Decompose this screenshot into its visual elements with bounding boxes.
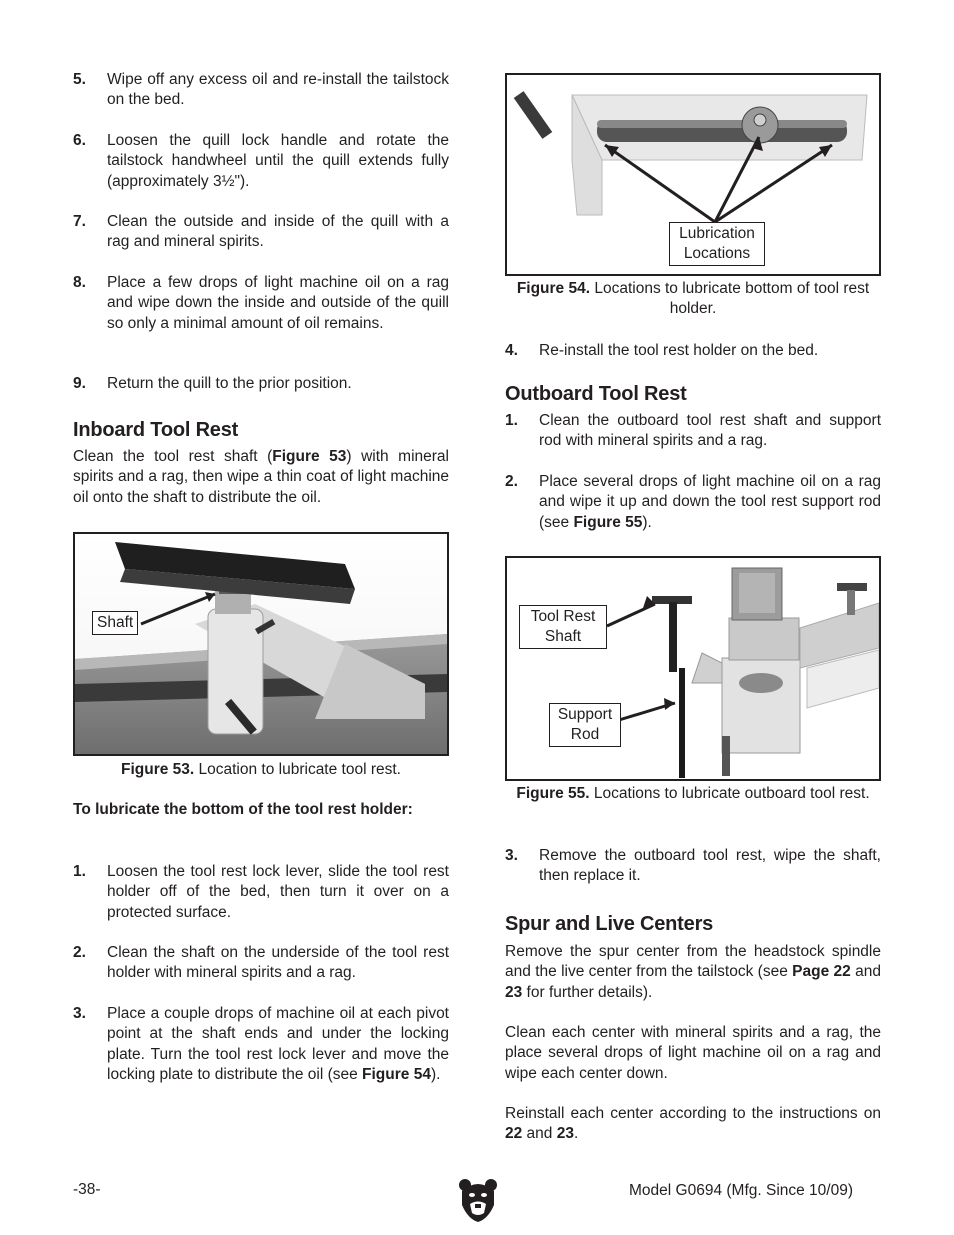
figure-53: [73, 532, 449, 756]
paragraph: Remove the spur center from the headstock spindle and the live center from the tailstock (see Page 22 and 23 for further details).: [505, 943, 881, 1001]
lubrication-locations-label: Lubrication Locations: [669, 222, 765, 266]
tool-rest-shaft-label: Tool Rest Shaft: [519, 605, 607, 649]
figure-55-caption: Figure 55. Locations to lubricate outboard tool rest.: [516, 785, 870, 802]
list-item: 3. Remove the outboard tool rest, wipe the shaft, then replace it.: [505, 847, 881, 885]
section-heading: Outboard Tool Rest: [505, 383, 687, 405]
procedure-heading: To lubricate the bottom of the tool rest holder:: [73, 801, 413, 818]
list-item: 1. Clean the outboard tool rest shaft and support rod with mineral spirits and a rag.: [505, 412, 881, 450]
list-item: 9. Return the quill to the prior position.: [73, 375, 352, 392]
list-item: 6. Loosen the quill lock handle and rotate the tailstock handwheel until the quill extends fully (approximately 3½").: [73, 132, 449, 190]
model-info: Model G0694 (Mfg. Since 10/09): [629, 1182, 854, 1199]
page-number: -38-: [73, 1181, 101, 1198]
section-heading: Spur and Live Centers: [505, 913, 714, 935]
figure-54: [505, 73, 881, 276]
list-item: 8. Place a few drops of light machine oil on a rag and wipe down the inside and outside of the quill so only a minimal amount of oil remains.: [73, 274, 449, 332]
paragraph: Clean the tool rest shaft (Figure 53) with mineral spirits and a rag, then wipe a thin coat of light machine oil onto the shaft to distribute the oil.: [73, 448, 449, 506]
shaft-label: Shaft: [92, 611, 138, 635]
paragraph: Reinstall each center according to the instructions on 22 and 23.: [505, 1105, 881, 1143]
figure-53-caption: Figure 53. Location to lubricate tool rest.: [120, 761, 401, 778]
list-item: 1. Loosen the tool rest lock lever, slide the tool rest holder off of the bed, then turn it over on a protected surface.: [73, 863, 449, 921]
paragraph: Clean each center with mineral spirits and a rag, the place several drops of light machine oil on a rag and wipe each center down.: [505, 1024, 881, 1082]
bear-head-icon: [458, 1177, 498, 1223]
figure-55: [505, 556, 881, 781]
list-item: 3. Place a couple drops of machine oil at each pivot point at the shaft ends and under the locking plate. Turn the tool rest lock lever and move the locking plate to distribute the oil (see Figure 54).: [73, 1005, 449, 1084]
support-rod-label: Support Rod: [549, 703, 621, 747]
list-item: 2. Clean the shaft on the underside of the tool rest holder with mineral spirits and a rag.: [73, 944, 449, 982]
list-item: 2. Place several drops of light machine oil on a rag and wipe it up and down the tool rest support rod (see Figure 55).: [505, 473, 881, 531]
tool-rest-photo: [75, 534, 447, 754]
list-item: 5. Wipe off any excess oil and re-install the tailstock on the bed.: [73, 71, 449, 109]
list-item: 7. Clean the outside and inside of the quill with a rag and mineral spirits.: [73, 213, 449, 251]
figure-54-caption: Figure 54. Locations to lubricate bottom of tool rest holder.: [516, 280, 870, 318]
section-heading: Inboard Tool Rest: [73, 419, 239, 441]
list-item: 4. Re-install the tool rest holder on the bed.: [505, 342, 819, 359]
